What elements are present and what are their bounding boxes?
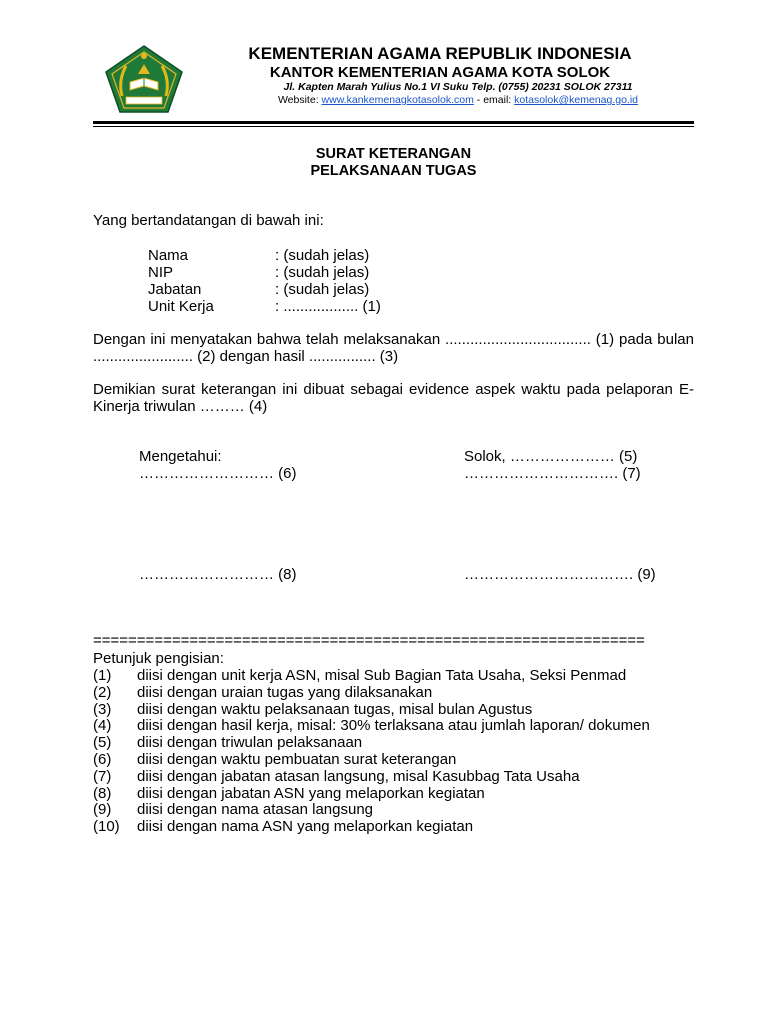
email-link[interactable]: kotasolok@kemenag.go.id xyxy=(514,94,639,106)
item-text: diisi dengan waktu pelaksanaan tugas, misal bulan Agustus xyxy=(137,700,533,718)
place-date-placeholder: Solok, ………………… (5) xyxy=(464,448,638,465)
acknowledged-heading: Mengetahui: xyxy=(139,448,222,465)
item-number: (2) xyxy=(93,683,112,701)
office-name: KANTOR KEMENTERIAN AGAMA KOTA SOLOK xyxy=(269,64,611,81)
supervisor-name-placeholder: ……………………… (8) xyxy=(139,566,297,583)
item-text: diisi dengan jabatan ASN yang melaporkan kegiatan xyxy=(137,784,485,802)
field-value: : .................. (1) xyxy=(275,298,381,315)
item-number: (3) xyxy=(93,700,112,718)
list-item xyxy=(93,768,650,785)
list-item xyxy=(93,667,650,684)
employee-title-placeholder: …………………………. (7) xyxy=(464,465,641,482)
item-text: diisi dengan hasil kerja, misal: 30% terlaksana atau jumlah laporan/ dokumen xyxy=(137,717,650,735)
list-item xyxy=(93,818,650,835)
item-number: (6) xyxy=(93,750,112,768)
item-text: diisi dengan nama atasan langsung xyxy=(137,801,374,819)
item-number: (4) xyxy=(93,717,112,735)
field-nama xyxy=(148,247,381,264)
field-value: : (sudah jelas) xyxy=(275,247,370,264)
letterhead-rule-thick xyxy=(93,121,694,124)
field-label: Nama xyxy=(148,247,189,264)
email-prefix: - email: xyxy=(473,94,515,106)
item-number: (10) xyxy=(93,818,120,836)
item-text: diisi dengan waktu pembuatan surat keterangan xyxy=(137,750,457,768)
item-number: (7) xyxy=(93,767,112,785)
signature-right-block xyxy=(464,448,641,482)
item-text: diisi dengan nama ASN yang melaporkan kegiatan xyxy=(137,818,474,836)
instructions-section xyxy=(93,650,650,835)
office-address: Jl. Kapten Marah Yulius No.1 VI Suku Telp. (0755) 20231 SOLOK 27311 xyxy=(283,81,633,93)
field-label: NIP xyxy=(148,264,174,281)
field-value: : (sudah jelas) xyxy=(275,264,370,281)
item-text: diisi dengan triwulan pelaksanaan xyxy=(137,734,363,752)
list-item xyxy=(93,717,650,734)
item-number: (9) xyxy=(93,801,112,819)
website-prefix: Website: xyxy=(277,94,322,106)
list-item xyxy=(93,701,650,718)
item-text: diisi dengan jabatan atasan langsung, misal Kasubbag Tata Usaha xyxy=(137,767,580,785)
statement-paragraph: Dengan ini menyatakan bahwa telah melaksanakan ................................... (1) pada bulan ........................ (2) dengan hasil ................ (3) xyxy=(93,331,694,365)
item-text: diisi dengan uraian tugas yang dilaksanakan xyxy=(137,683,433,701)
contact-line xyxy=(200,94,680,107)
list-item xyxy=(93,785,650,802)
field-jabatan xyxy=(148,281,381,298)
employee-name-placeholder: ……………………………. (9) xyxy=(464,566,656,583)
field-label: Jabatan xyxy=(148,281,202,298)
identity-fields xyxy=(148,247,381,315)
field-unit-kerja xyxy=(148,298,381,315)
letterhead xyxy=(200,44,680,107)
instructions-heading: Petunjuk pengisian: xyxy=(93,650,224,667)
field-label: Unit Kerja xyxy=(148,298,214,315)
list-item xyxy=(93,684,650,701)
document-title xyxy=(93,146,694,180)
signature-left-block xyxy=(139,448,297,482)
item-number: (5) xyxy=(93,734,112,752)
list-item xyxy=(93,801,650,818)
website-link[interactable]: www.kankemenagkotasolok.com xyxy=(321,94,474,106)
instructions-list xyxy=(93,667,650,835)
kemenag-emblem-icon xyxy=(104,44,184,114)
field-value: : (sudah jelas) xyxy=(275,281,370,298)
section-divider: =============================================================== xyxy=(93,632,645,649)
item-number: (8) xyxy=(93,784,112,802)
list-item xyxy=(93,734,650,751)
intro-text: Yang bertandatangan di bawah ini: xyxy=(93,212,324,229)
list-item xyxy=(93,751,650,768)
ministry-name: KEMENTERIAN AGAMA REPUBLIK INDONESIA xyxy=(248,44,632,63)
letterhead-rule-thin xyxy=(93,126,694,127)
supervisor-title-placeholder: ……………………… (6) xyxy=(139,465,297,482)
closing-paragraph: Demikian surat keterangan ini dibuat sebagai evidence aspek waktu pada pelaporan E-Kinerja triwulan ……… (4) xyxy=(93,381,694,415)
title-line-2: PELAKSANAAN TUGAS xyxy=(310,163,477,179)
title-line-1: SURAT KETERANGAN xyxy=(315,146,472,162)
item-number: (1) xyxy=(93,667,112,684)
field-nip xyxy=(148,264,381,281)
item-text: diisi dengan unit kerja ASN, misal Sub Bagian Tata Usaha, Seksi Penmad xyxy=(137,667,627,684)
